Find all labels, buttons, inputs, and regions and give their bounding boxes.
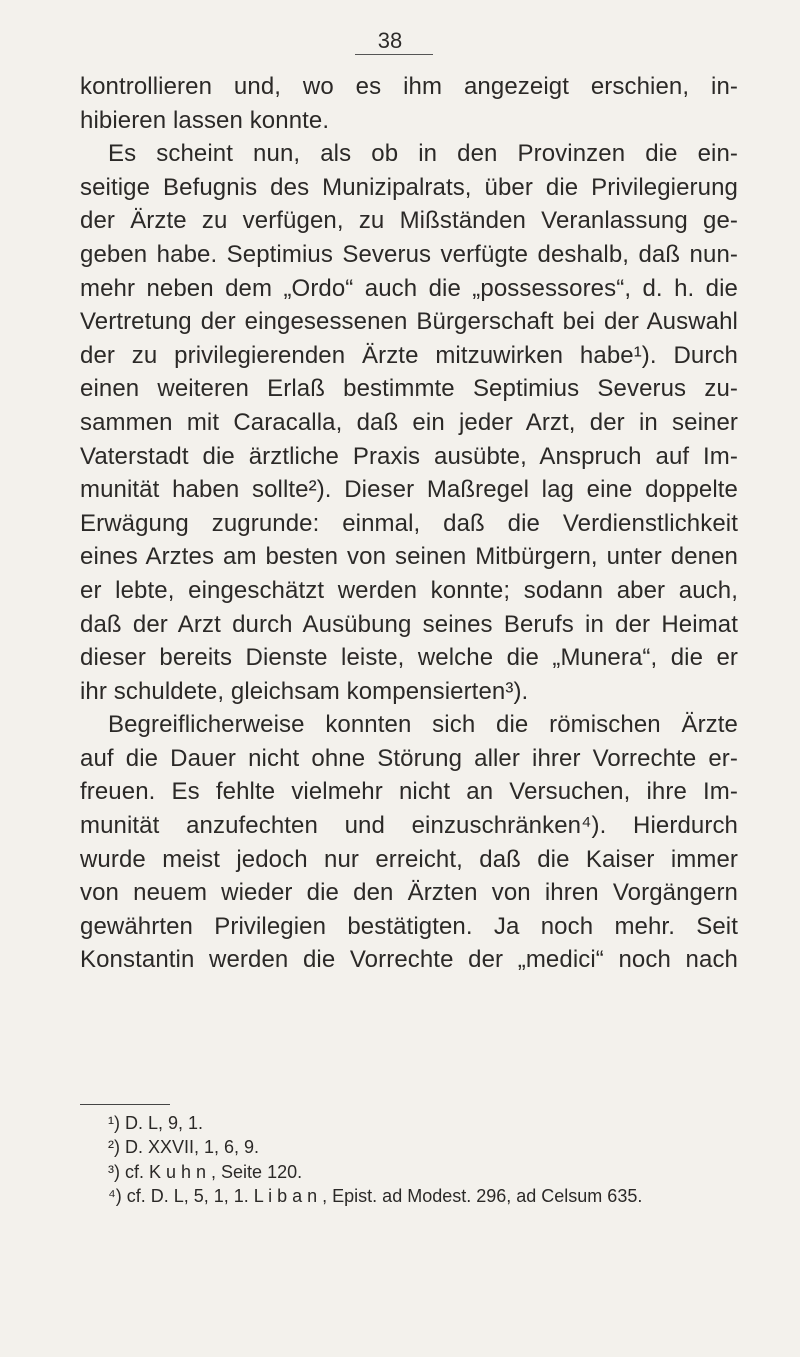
footnote: ²) D. XXVII, 1, 6, 9. xyxy=(108,1137,260,1158)
body-line: munität anzufechten und einzuschränken⁴). Hierdurch xyxy=(80,812,738,840)
paragraph-first-line: Begreiflicherweise konnten sich die römischen Ärzte xyxy=(108,711,738,739)
footnote: ³) cf. K u h n , Seite 120. xyxy=(108,1161,303,1182)
body-line: sammen mit Caracalla, daß ein jeder Arzt, der in seiner xyxy=(80,408,738,436)
body-line: munität haben sollte²). Dieser Maßregel lag eine doppelte xyxy=(80,476,738,504)
body-line: Vaterstadt die ärztliche Praxis ausübte, Anspruch auf Im- xyxy=(80,442,738,470)
body-line: ihr schuldete, gleichsam kompensierten³). xyxy=(80,677,529,705)
body-line: von neuem wieder die den Ärzten von ihren Vorgängern xyxy=(80,879,738,907)
body-line: gewährten Privilegien bestätigten. Ja noch mehr. Seit xyxy=(80,912,738,940)
body-line: hibieren lassen konnte. xyxy=(80,106,330,134)
body-line: mehr neben dem „Ordo“ auch die „possessores“, d. h. die xyxy=(80,274,738,302)
body-text xyxy=(80,70,738,977)
body-line: Vertretung der eingesessenen Bürgerschaft bei der Auswahl xyxy=(80,308,738,336)
body-line: er lebte, eingeschätzt werden konnte; sodann aber auch, xyxy=(80,576,738,604)
footnote: ⁴) cf. D. L, 5, 1, 1. L i b a n , Epist. ad Modest. 296, ad Celsum 635. xyxy=(108,1185,643,1206)
page-number: 38 xyxy=(377,28,403,53)
body-line: einen weiteren Erlaß bestimmte Septimius Severus zu- xyxy=(80,375,738,403)
page-number-rule xyxy=(355,54,433,55)
body-line: freuen. Es fehlte vielmehr nicht an Versuchen, ihre Im- xyxy=(80,778,738,806)
body-line: dieser bereits Dienste leiste, welche die „Munera“, die er xyxy=(80,644,738,672)
footnote-rule xyxy=(80,1104,170,1105)
footnote: ¹) D. L, 9, 1. xyxy=(108,1113,204,1133)
body-line: auf die Dauer nicht ohne Störung aller ihrer Vorrechte er- xyxy=(80,744,738,772)
paragraph-first-line: Es scheint nun, als ob in den Provinzen die ein- xyxy=(108,140,738,168)
body-line: Konstantin werden die Vorrechte der „medici“ noch nach xyxy=(80,946,738,974)
body-line: kontrollieren und, wo es ihm angezeigt erschien, in- xyxy=(80,73,738,100)
body-line: der zu privilegierenden Ärzte mitzuwirken habe¹). Durch xyxy=(80,341,738,369)
body-line: geben habe. Septimius Severus verfügte deshalb, daß nun- xyxy=(80,240,738,268)
body-line: der Ärzte zu verfügen, zu Mißständen Veranlassung ge- xyxy=(80,207,738,235)
body-line: eines Arztes am besten von seinen Mitbürgern, unter denen xyxy=(80,543,738,571)
body-line: Erwägung zugrunde: einmal, daß die Verdienstlichkeit xyxy=(80,509,738,537)
body-line: wurde meist jedoch nur erreicht, daß die Kaiser immer xyxy=(80,845,738,873)
body-line: seitige Befugnis des Munizipalrats, über die Privilegierung xyxy=(80,173,738,201)
body-line: daß der Arzt durch Ausübung seines Berufs in der Heimat xyxy=(80,610,738,638)
footnotes xyxy=(108,1111,748,1208)
